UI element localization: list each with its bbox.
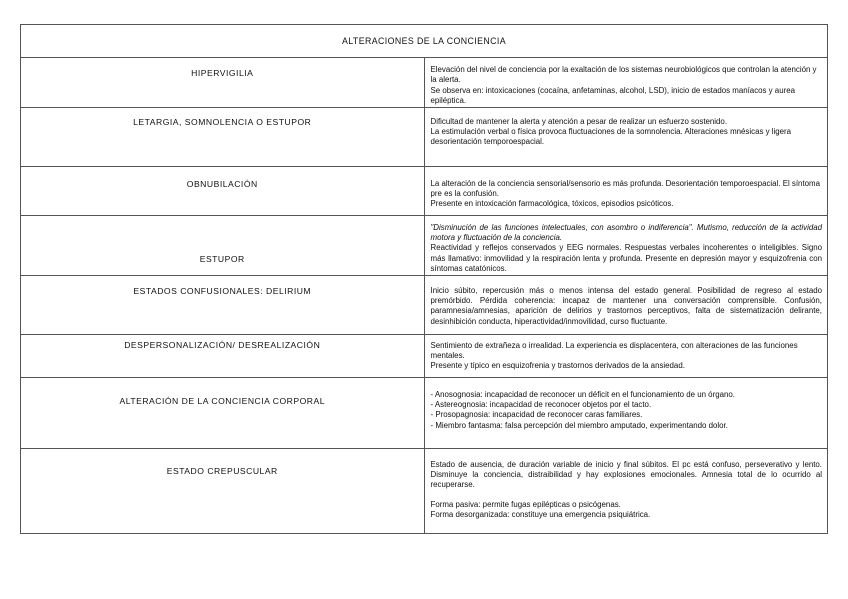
description-line: Presente en intoxicación farmacológica, tóxicos, episodios psicóticos. — [430, 199, 674, 209]
term-cell — [21, 377, 425, 448]
description-cell — [424, 166, 828, 215]
description-line: Sentimiento de extrañeza o irrealidad. La experiencia es displacentera, con alteraciones de las funciones mentales. — [430, 340, 798, 361]
description-cell — [424, 334, 828, 377]
table-title: ALTERACIONES DE LA CONCIENCIA — [21, 25, 828, 58]
term-label: ESTADOS CONFUSIONALES: DELIRIUM — [133, 285, 312, 296]
consciousness-alterations-table — [20, 24, 828, 534]
description-line: Forma pasiva: permite fugas epilépticas o psicógenas. — [430, 499, 621, 509]
term-cell — [21, 334, 425, 377]
table-row — [21, 107, 828, 166]
description-cell — [424, 107, 828, 166]
description-text: Estado de ausencia, de duración variable de inicio y final súbitos. El pc está confuso, perseverativo y lento. Disminuye la conciencia, distraibilidad y hay explosiones emocionales. Amnesia total de lo ocurrido al recuperarse. — [430, 459, 822, 490]
table-row — [21, 448, 828, 533]
term-label: ESTUPOR — [199, 254, 245, 265]
term-cell — [21, 166, 425, 215]
description-line: Presente y típico en esquizofrenia y trastornos derivados de la ansiedad. — [430, 361, 685, 371]
term-cell — [21, 58, 425, 108]
term-label: LETARGIA, SOMNOLENCIA O ESTUPOR — [133, 116, 312, 127]
description-line: Dificultad de mantener la alerta y atención a pesar de realizar un esfuerzo sostenido. — [430, 116, 728, 126]
description-cell — [424, 215, 828, 275]
table-row — [21, 334, 828, 377]
term-label: ALTERACIÓN DE LA CONCIENCIA CORPORAL — [119, 395, 325, 406]
description-line: - Prosopagnosia: incapacidad de reconocer caras familiares. — [430, 410, 643, 420]
term-label: HIPERVIGILIA — [191, 68, 254, 78]
description-line: La estimulación verbal o física provoca fluctuaciones de la somnolencia. Alteraciones mnésicas y ligera desorientación temporoespacial. — [430, 127, 792, 147]
description-quote: "Disminución de las funciones intelectuales, con asombro o indiferencia". Mutismo, reducción de la actividad motora y fluctuación de la conciencia. — [430, 222, 822, 243]
table-row — [21, 275, 828, 334]
description-line: La alteración de la conciencia sensorial/sensorio es más profunda. Desorientación temporoespacial. El síntoma pre es la confusión. — [430, 178, 820, 199]
term-label: ESTADO CREPUSCULAR — [166, 465, 278, 476]
table-row — [21, 215, 828, 275]
term-label: DESPERSONALIZACIÓN/ DESREALIZACIÓN — [124, 339, 321, 350]
description-line: Se observa en: intoxicaciones (cocaína, anfetaminas, alcohol, LSD), inicio de estados maníacos y aurea epiléptica. — [430, 85, 795, 106]
description-cell — [424, 377, 828, 448]
description-line: - Anosognosia: incapacidad de reconocer un déficit en el funcionamiento de un órgano. — [430, 389, 735, 399]
table-row — [21, 166, 828, 215]
term-cell — [21, 107, 425, 166]
term-label: OBNUBILACIÓN — [186, 178, 258, 189]
table-header-row — [21, 25, 828, 58]
term-cell — [21, 215, 425, 275]
term-cell — [21, 448, 425, 533]
description-text: Inicio súbito, repercusión más o menos intensa del estado general. Posibilidad de regreso al estado premórbido. Pérdida coherencia: incapaz de mantener una conversación comprensible. Confusión, paramnesia/amnesias, aparición de delirios y trastornos perceptivos, falta de sistematización delirante, desinhibición conducta, hiperactividad/inmovilidad, curso fluctuante. — [430, 285, 822, 326]
table-row — [21, 58, 828, 108]
description-text: Reactividad y reflejos conservados y EEG normales. Respuestas verbales incoherentes o inteligibles. Signo más llamativo: inmovilidad y la respiración lenta y profunda. Presente en depresión mayor y esquizofrenia con síntomas catatónicos. — [430, 243, 822, 274]
table-row — [21, 377, 828, 448]
description-line: Forma desorganizada: constituye una emergencia psiquiátrica. — [430, 510, 651, 520]
description-line: - Miembro fantasma: falsa percepción del miembro amputado, experimentando dolor. — [430, 420, 728, 430]
description-cell — [424, 275, 828, 334]
term-cell — [21, 275, 425, 334]
description-line: - Astereognosia: incapacidad de reconocer objetos por el tacto. — [430, 400, 652, 410]
description-line: Elevación del nivel de conciencia por la exaltación de los sistemas neurobiológicos que controlan la atención y la alerta. — [430, 65, 817, 85]
description-cell — [424, 448, 828, 533]
description-cell — [424, 58, 828, 108]
